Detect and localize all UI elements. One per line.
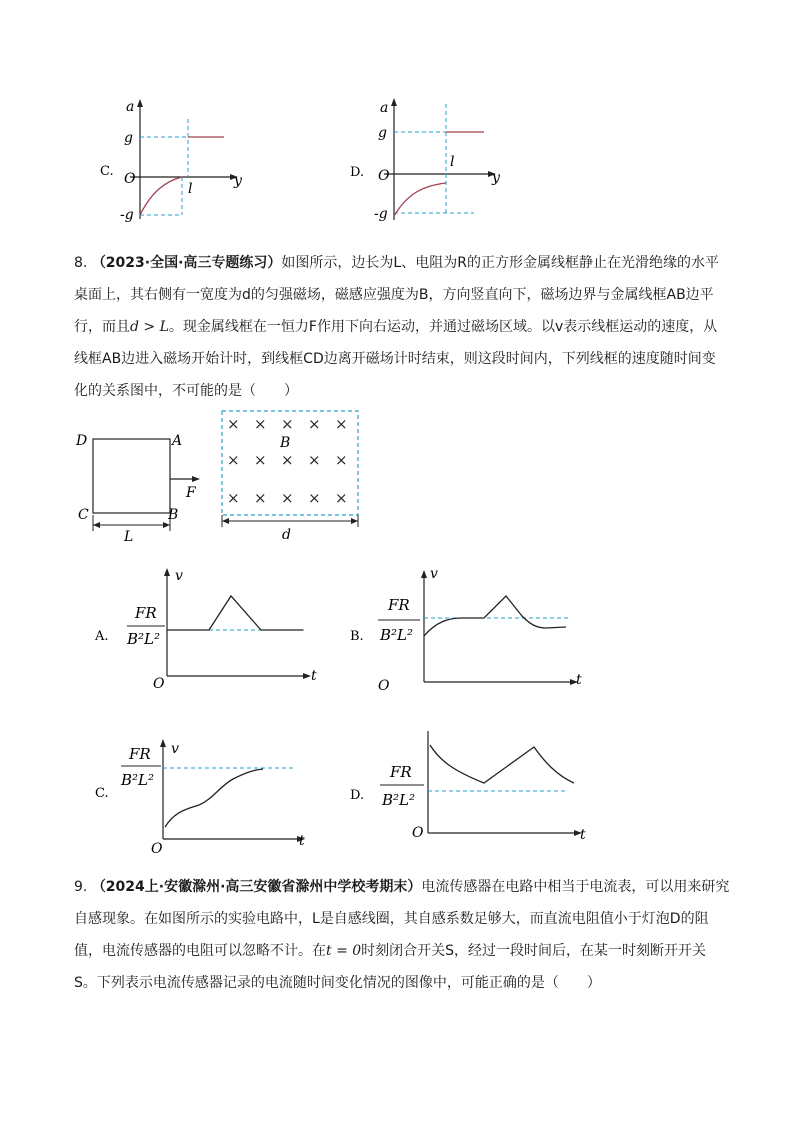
velocity-curve — [430, 745, 574, 783]
vertex-d: D — [76, 433, 88, 449]
axis-t: t — [580, 827, 586, 843]
q8-line1 — [74, 253, 719, 273]
width-d-label: d — [282, 527, 291, 543]
field-b-label: B — [280, 435, 291, 451]
axis-t: t — [311, 668, 317, 684]
q8-line4: 线框AB边进入磁场开始计时，到线框CD边离开磁场计时结束，则这段时间内，下列线框的速度随时间变 — [74, 351, 716, 367]
q8-line3b: 。现金属线框在一恒力F作用下向右运动，并通过磁场区域。以v表示线框运动的速度，从 — [168, 319, 718, 335]
velocity-curve — [167, 596, 303, 630]
q8-line2: 桌面上，其右侧有一宽度为d的匀强磁场，磁感应强度为B，方向竖直向下，磁场边界与金属线框AB边平 — [74, 287, 714, 303]
origin-label: O — [378, 168, 390, 184]
origin-o: O — [412, 825, 424, 841]
axis-t: t — [299, 833, 305, 849]
svg-text:×: × — [308, 489, 321, 507]
svg-text:×: × — [254, 489, 267, 507]
q8-option-d — [350, 725, 590, 850]
frac-num: FR — [390, 763, 412, 781]
option-b-svg — [350, 560, 590, 695]
q8-option-c — [95, 735, 330, 860]
field-crosses — [227, 415, 348, 507]
axis-v: v — [171, 741, 179, 757]
option-label: D. — [350, 165, 365, 180]
svg-text:×: × — [254, 451, 267, 469]
q9-line1-text: 电流传感器在电路中相当于电流表，可以用来研究 — [421, 879, 730, 895]
svg-text:×: × — [254, 415, 267, 433]
graph-option-d — [350, 90, 510, 225]
q9-line3 — [74, 941, 706, 961]
q8-option-b — [350, 560, 590, 695]
q8-line3a: 行，而且 — [74, 319, 130, 335]
neg-g-label: -g — [374, 206, 388, 222]
frac-num: FR — [135, 604, 157, 622]
axis-y-label: y — [492, 170, 500, 186]
vertex-b: B — [168, 507, 179, 523]
svg-text:×: × — [335, 415, 348, 433]
q9-source: （2024上·安徽滁州·高三安徽省滁州中学校考期末） — [91, 879, 422, 895]
q9-line4: S。下列表示电流传感器记录的电流随时间变化情况的图像中，可能正确的是（ ） — [74, 975, 601, 991]
svg-text:×: × — [281, 489, 294, 507]
svg-text:×: × — [281, 451, 294, 469]
frac-num: FR — [129, 745, 151, 763]
svg-text:×: × — [227, 489, 240, 507]
neg-g-label: -g — [120, 207, 134, 223]
axis-y-label: y — [234, 173, 242, 189]
option-a-svg — [95, 560, 330, 695]
g-label: g — [124, 130, 133, 146]
q8-source: （2023·全国·高三专题练习） — [91, 255, 282, 271]
frac-den: B²L² — [127, 630, 161, 648]
q9-line1 — [74, 877, 729, 897]
svg-text:×: × — [308, 451, 321, 469]
axis-a-label: a — [126, 99, 135, 115]
velocity-curve — [424, 596, 566, 636]
length-l: L — [124, 529, 134, 545]
graph-c-svg — [100, 95, 260, 230]
vertex-c: C — [78, 507, 89, 523]
option-label: C. — [95, 786, 109, 801]
q8-line1-text: 如图所示，边长为L、电阻为R的正方形金属线框静止在光滑绝缘的水平 — [281, 255, 719, 271]
svg-text:×: × — [335, 489, 348, 507]
l-label: l — [188, 181, 193, 197]
q9-number: 9. — [74, 879, 88, 895]
frac-den: B²L² — [382, 791, 416, 809]
svg-text:×: × — [335, 451, 348, 469]
g-label: g — [378, 125, 387, 141]
option-label: C. — [100, 164, 114, 179]
origin-o: O — [151, 841, 163, 857]
axis-a-label: a — [380, 100, 389, 116]
square-frame — [93, 439, 170, 513]
graph-option-c — [100, 95, 260, 230]
q9-line3a: 值，电流传感器的电阻可以忽略不计。在 — [74, 943, 326, 959]
origin-o: O — [378, 678, 390, 694]
q8-number: 8. — [74, 255, 88, 271]
frac-num: FR — [388, 596, 410, 614]
axis-t: t — [576, 672, 582, 688]
force-f: F — [186, 485, 196, 501]
svg-text:×: × — [227, 451, 240, 469]
q8-line3 — [74, 317, 717, 337]
option-d-svg — [350, 725, 590, 850]
option-label: A. — [95, 629, 109, 644]
graph-d-svg — [350, 90, 510, 225]
frac-den: B²L² — [380, 626, 414, 644]
l-label: l — [450, 154, 455, 170]
origin-label: O — [124, 171, 136, 187]
velocity-curve — [165, 769, 263, 827]
axis-v: v — [175, 568, 183, 584]
q9-line3b: 时刻闭合开关S，经过一段时间后，在某一时刻断开开关 — [361, 943, 707, 959]
origin-o: O — [153, 676, 165, 692]
option-c-svg — [95, 735, 330, 860]
svg-text:×: × — [227, 415, 240, 433]
svg-text:×: × — [308, 415, 321, 433]
q8-line5: 化的关系图中，不可能的是（ ） — [74, 383, 298, 399]
q8-figure — [70, 405, 370, 545]
option-label: B. — [350, 629, 364, 644]
svg-text:×: × — [281, 415, 294, 433]
q8-option-a — [95, 560, 330, 695]
frac-den: B²L² — [121, 771, 155, 789]
q8-figure-svg — [70, 405, 370, 545]
option-label: D. — [350, 788, 365, 803]
q9-t0: t = 0 — [326, 943, 362, 959]
q9-line2: 自感现象。在如图所示的实验电路中，L是自感线圈，其自感系数足够大，而直流电阻值小于灯泡D的阻 — [74, 911, 709, 927]
vertex-a: A — [172, 433, 183, 449]
q8-inequality: d > L — [130, 319, 169, 335]
axis-v: v — [430, 566, 438, 582]
